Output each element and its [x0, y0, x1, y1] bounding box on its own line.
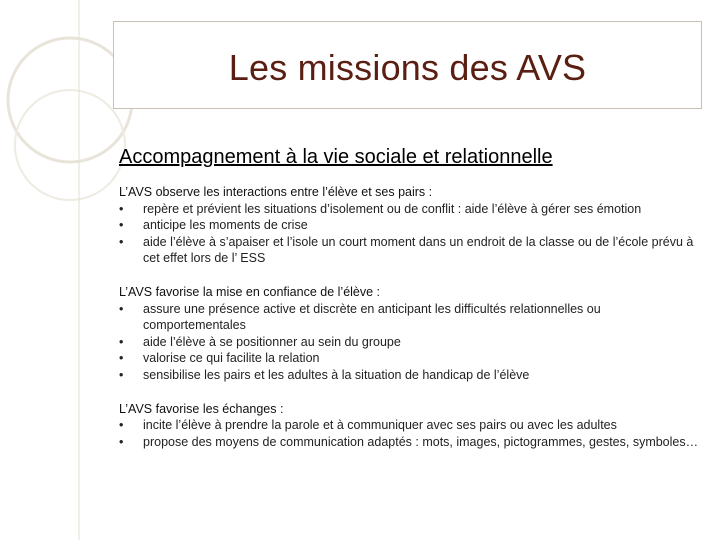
bullet-icon: • — [119, 301, 124, 316]
content-body — [119, 184, 699, 467]
list-item — [119, 301, 699, 334]
section-heading: L’AVS favorise les échanges : — [119, 401, 284, 416]
bullet-icon: • — [119, 351, 124, 366]
bullet-icon: • — [119, 334, 124, 349]
bullet-icon: • — [119, 418, 124, 433]
section-confiance — [119, 284, 699, 384]
list-item — [119, 217, 699, 234]
section-observe — [119, 184, 699, 267]
list-item — [119, 201, 699, 218]
list-item — [119, 417, 699, 434]
bullet-icon: • — [119, 234, 124, 249]
list-item — [119, 234, 699, 267]
section-subtitle: Accompagnement à la vie sociale et relationnelle — [119, 146, 553, 168]
bullet-icon: • — [119, 367, 124, 382]
list-item-text: propose des moyens de communication adaptés : mots, images, pictogrammes, gestes, symboles… — [143, 434, 699, 449]
list-item-text: aide l’élève à s’apaiser et l’isole un court moment dans un endroit de la classe ou de l’école prévu à cet effet lors de l’ ESS — [143, 234, 694, 266]
list-item — [119, 434, 699, 451]
list-item-text: aide l’élève à se positionner au sein du groupe — [143, 334, 401, 349]
bullet-icon: • — [119, 218, 124, 233]
list-item-text: assure une présence active et discrète en anticipant les difficultés relationnelles ou comportementales — [143, 301, 601, 333]
section-heading: L’AVS favorise la mise en confiance de l’élève : — [119, 284, 381, 299]
list-item-text: anticipe les moments de crise — [143, 218, 308, 233]
section-echanges — [119, 401, 699, 451]
deco-circle-small — [15, 90, 125, 200]
page-title: Les missions des AVS — [228, 47, 587, 88]
section-heading: L’AVS observe les interactions entre l’élève et ses pairs : — [119, 185, 433, 199]
list-item — [119, 367, 699, 384]
list-item — [119, 334, 699, 351]
bullet-icon: • — [119, 434, 124, 449]
list-item — [119, 350, 699, 367]
list-item-text: valorise ce qui facilite la relation — [143, 351, 320, 366]
list-item-text: incite l’élève à prendre la parole et à communiquer avec ses pairs ou avec les adultes — [143, 418, 617, 433]
list-item-text: repère et prévient les situations d’isolement ou de conflit : aide l’élève à gérer ses émotion — [143, 201, 642, 216]
bullet-icon: • — [119, 201, 124, 216]
list-item-text: sensibilise les pairs et les adultes à la situation de handicap de l’élève — [143, 367, 530, 382]
title-box — [113, 21, 702, 109]
